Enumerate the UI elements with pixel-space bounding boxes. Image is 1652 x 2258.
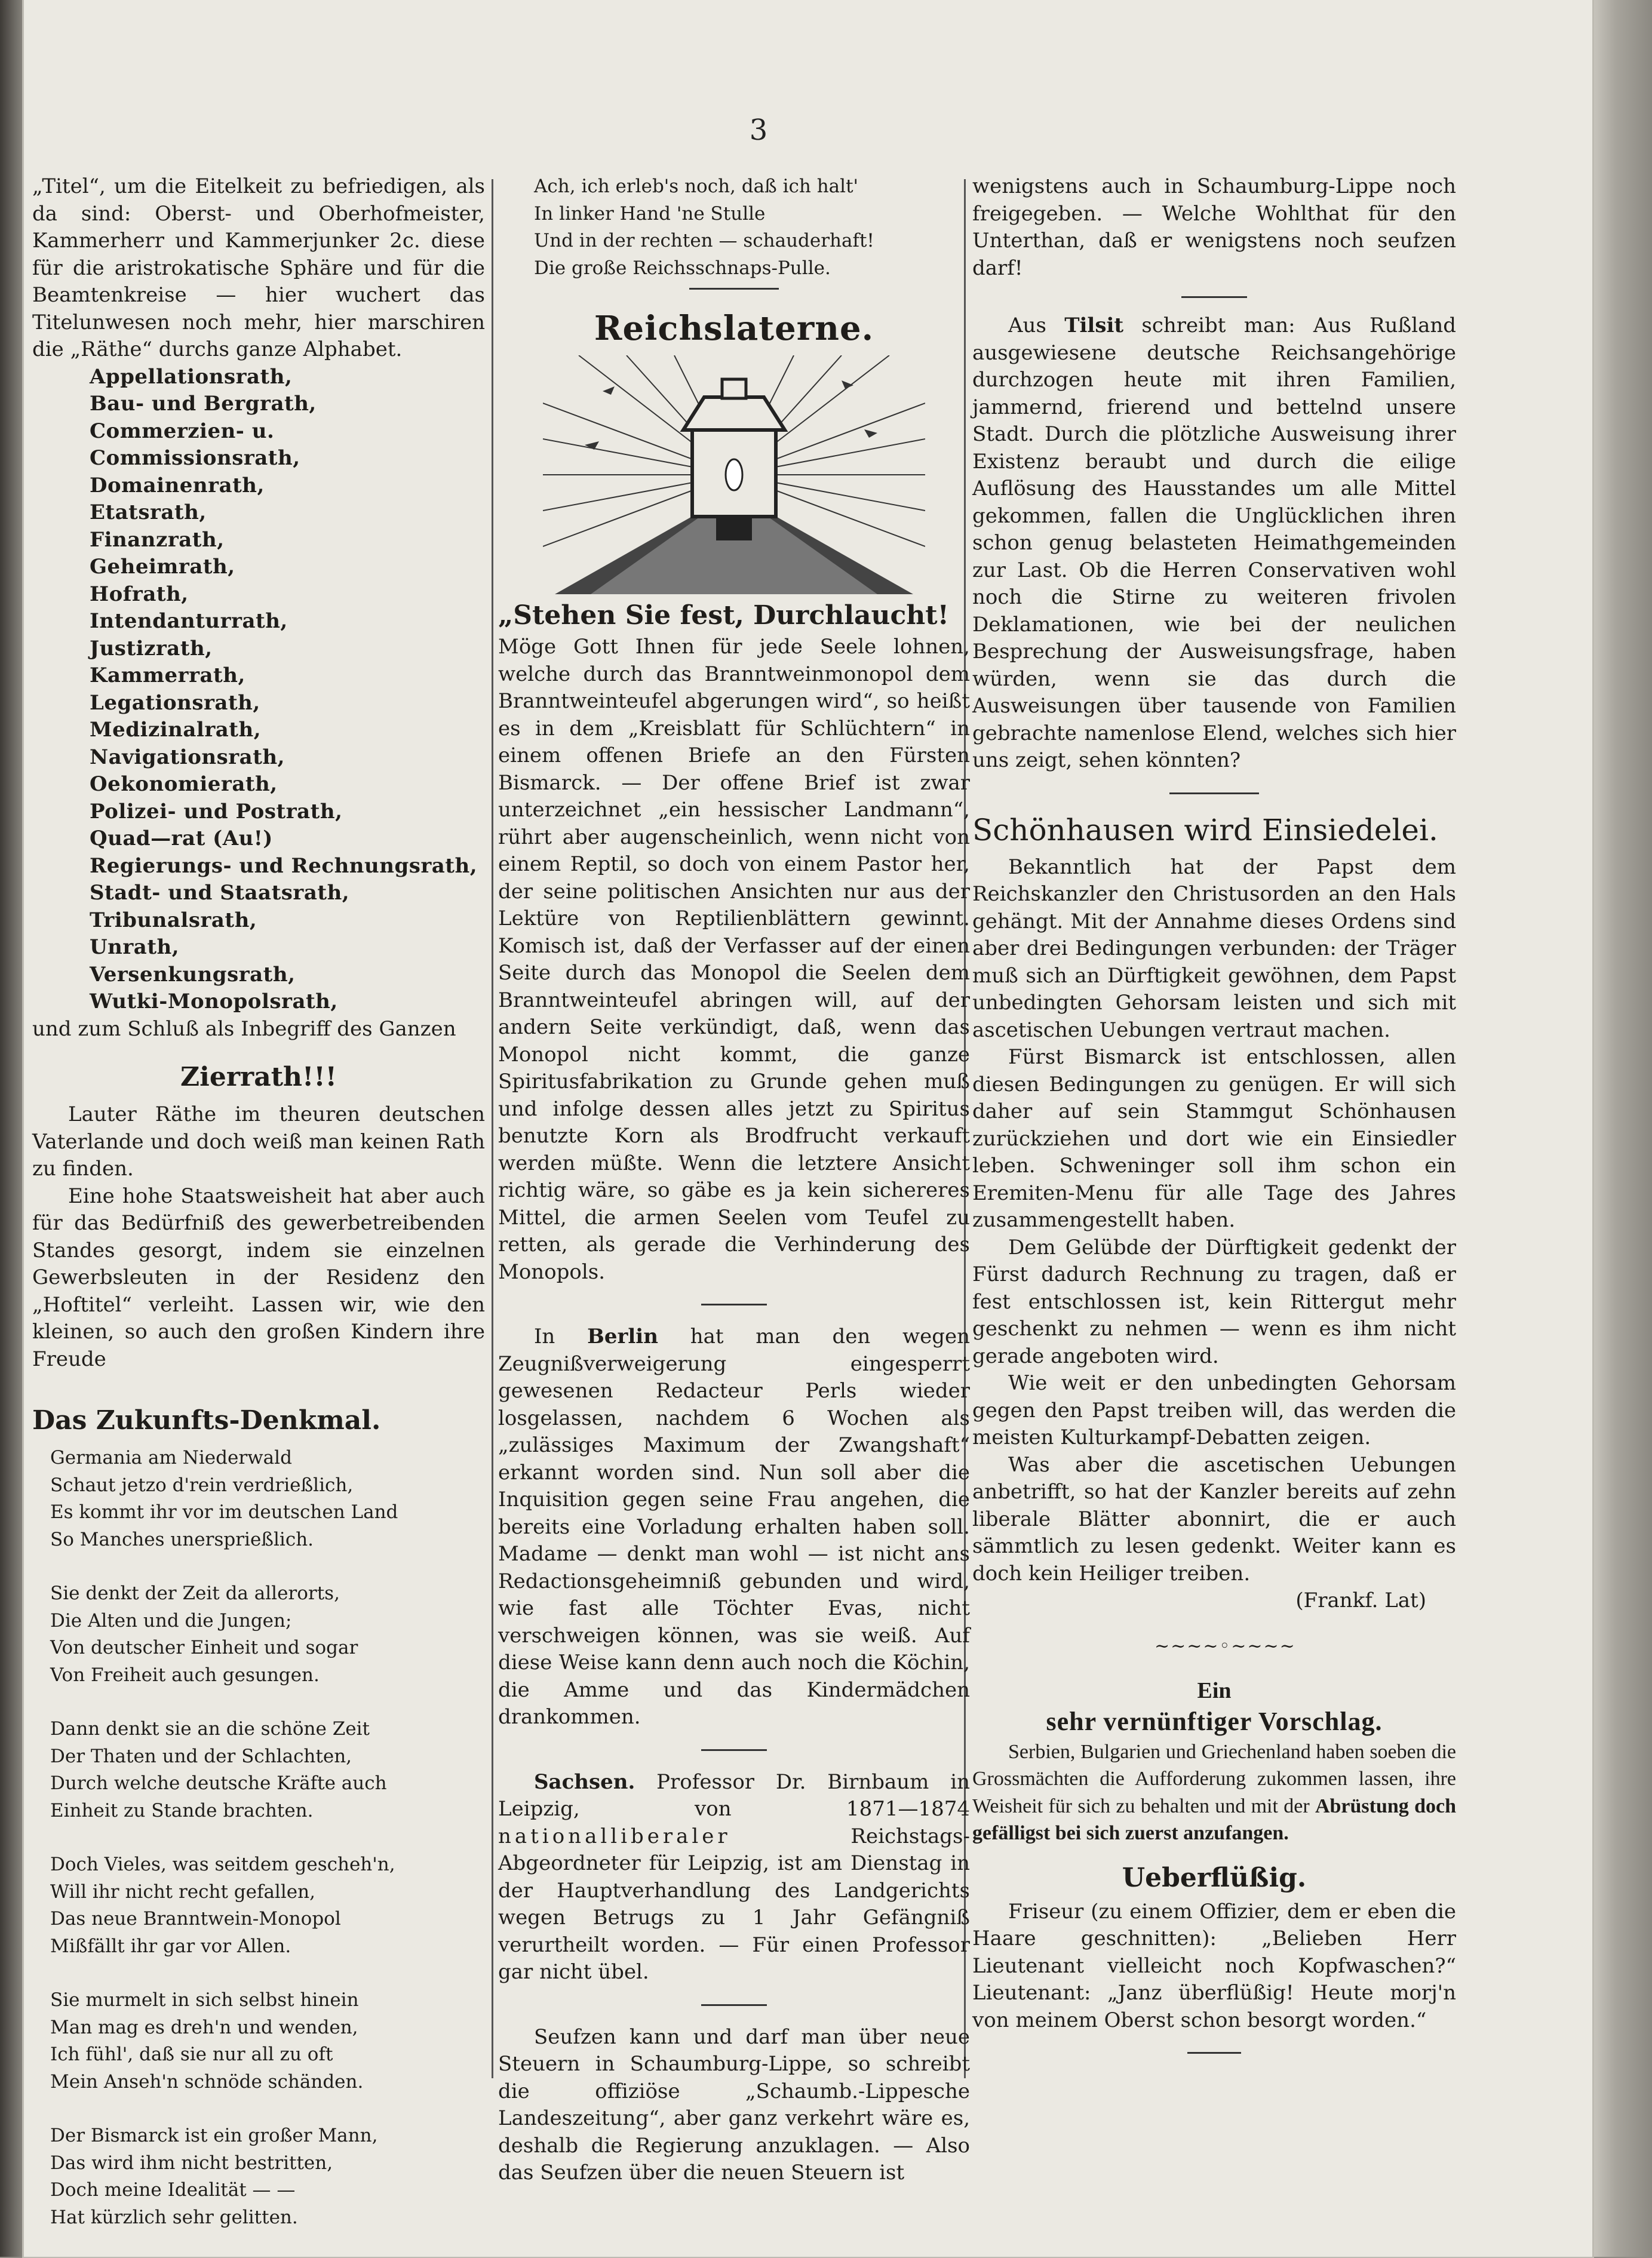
sachsen-text-a: Professor Dr. Birnbaum in Leipzig, von 1871—1874 xyxy=(498,1769,970,1821)
rath-list-item: Medizinalrath, xyxy=(90,718,262,742)
rath-list-item: Commerzien- u. Commissionsrath, xyxy=(90,419,300,470)
book-spine xyxy=(0,0,24,2257)
rath-list-item: Oekonomierath, xyxy=(90,772,278,796)
rath-list-item: Versenkungsrath, xyxy=(90,962,296,987)
poem-line: Germania am Niederwald xyxy=(50,1447,292,1469)
poem-line: Der Bismarck ist ein großer Mann, xyxy=(50,2125,378,2146)
schoenhausen-para-4: Wie weit er den unbedingten Gehorsam gegen den Papst treiben will, das werden die meisten Kulturkampf-Debatten zeigen. xyxy=(972,1371,1456,1449)
vorschlag-bold: Abrüstung doch gefälligst bei sich zuerst anzufangen. xyxy=(972,1795,1457,1844)
source-attribution: (Frankf. Lat) xyxy=(1295,1589,1426,1612)
rath-list-item: Bau- und Bergrath, xyxy=(90,392,317,416)
poem-line: Einheit zu Stande brachten. xyxy=(50,1799,314,1821)
poem-line: Durch welche deutsche Kräfte auch xyxy=(50,1772,387,1794)
poem-stanza xyxy=(50,1716,485,1824)
reichslaterne-heading: Reichslaterne. xyxy=(594,309,874,348)
rath-closing: und zum Schluß als Inbegriff des Ganzen xyxy=(32,1016,456,1041)
rath-para-1: Lauter Räthe im theuren deutschen Vaterlande und doch weiß man keinen Rath zu finden. xyxy=(32,1102,485,1181)
lantern-illustration xyxy=(543,355,925,594)
poem-line: Die große Reichsschnaps-Pulle. xyxy=(534,257,831,279)
sachsen-spaced: nationalliberaler xyxy=(498,1824,731,1848)
berlin-lead: In xyxy=(534,1325,555,1348)
page-number: 3 xyxy=(749,113,768,147)
rath-list-item: Polizei- und Postrath, xyxy=(90,799,343,824)
poem-line: Ich fühl', daß sie nur all zu oft xyxy=(50,2044,333,2065)
rath-list xyxy=(32,364,485,1016)
vorschlag-article xyxy=(972,1738,1456,1847)
poem-line: Der Thaten und der Schlachten, xyxy=(50,1745,352,1767)
tilsit-city: Tilsit xyxy=(1064,314,1124,337)
zierrath-heading: Zierrath!!! xyxy=(180,1062,337,1092)
separator-rule xyxy=(701,1304,767,1305)
poem-stanza xyxy=(50,1851,485,1960)
ueberfluessig-heading: Ueberflüßig. xyxy=(1122,1862,1307,1893)
rath-list-item: Finanzrath, xyxy=(90,527,225,552)
separator-rule xyxy=(1169,792,1259,794)
poem-line: Doch meine Idealität — — xyxy=(50,2179,296,2201)
separator-rule xyxy=(1181,296,1247,298)
poem-stanza xyxy=(50,2122,485,2231)
poem-stanza xyxy=(50,1987,485,2096)
rath-list-item: Tribunalsrath, xyxy=(90,908,257,932)
rath-list-item: Regierungs- und Rechnungsrath, xyxy=(90,853,478,878)
rath-list-item: Etatsrath, xyxy=(90,500,207,524)
poem-line: Mißfällt ihr gar vor Allen. xyxy=(50,1935,291,1957)
steuern-continuation: wenigstens auch in Schaumburg-Lippe noch freigegeben. — Welche Wohlthat für den Unterthan, daß er wenigstens noch seufzen darf! xyxy=(972,174,1456,280)
poem-line: Schaut jetzo d'rein verdrießlich, xyxy=(50,1474,354,1496)
rath-list-item: Quad—rat (Au!) xyxy=(90,827,273,850)
tilsit-lead: Aus xyxy=(1008,314,1046,337)
tilsit-text: schreibt man: Aus Rußland ausgewiesene deutsche Reichsangehörige durchzogen heute mit ihren Familien, jammernd, frierend und bettelnd unsere Stadt. Durch die plötzliche Ausweisung ihrer Existenz beraubt und durch die eilige Auflösung des Hausstandes um alle Mittel gekommen, fallen die Unglücklichen ihren schon genug belasteten Heimathgemeinden zur Last. Ob die Herren Conservativen wohl noch die Stirne zu weiteren frivolen Deklamationen, wie bei der neulichen Besprechung der Ausweisungsfrage, haben würden, wenn sie das durch die Ausweisungen über tausende von Familien gebrachte namenlose Elend, welches sich hier uns zeigt, sehen könnten? xyxy=(972,314,1457,772)
rath-list-item: Hofrath, xyxy=(90,582,189,606)
ein-heading: Ein xyxy=(1197,1678,1232,1703)
rath-list-item: Domainenrath, xyxy=(90,473,265,497)
poem-line: Dann denkt sie an die schöne Zeit xyxy=(50,1718,370,1740)
poem-line: Und in der rechten — schauderhaft! xyxy=(534,230,874,251)
poem-line: Mein Anseh'n schnöde schänden. xyxy=(50,2070,364,2093)
rath-list-item: Wutki-Monopolsrath, xyxy=(90,990,338,1013)
rath-list-item: Unrath, xyxy=(90,935,180,959)
separator-rule xyxy=(689,288,779,290)
column-1 xyxy=(32,173,485,2258)
rath-list-item: Kammerrath, xyxy=(90,663,245,687)
page-edge xyxy=(1592,0,1652,2257)
berlin-text: hat man den wegen Zeugnißverweigerung eingesperrt gewesenen Redacteur Perls wieder losgelassen, nachdem 6 Wochen als „zulässiges Maximum der Zwangshaft“ erkannt worden sind. Nun soll aber die Inquisition gegen seine Frau angehen, die bereits eine Vorladung erhalten haben soll. Madame — denkt man wohl — ist nicht ans Redactionsgeheimniß gebunden und wird, wie fast alle Töchter Evas, nicht verschweigen können, was sie weiß. Auf diese Weise kann denn auch noch die Köchin, die Amme und das Kindermädchen drankommen. xyxy=(498,1325,971,1729)
berlin-city: Berlin xyxy=(587,1325,658,1348)
ueberfluessig-text: Friseur (zu einem Offizier, dem er eben die Haare geschnitten): „Belieben Herr Lieutenant vielleicht noch Kopfwaschen?“ Lieutenant: „Janz überflüßig! Heute morj'n von meinem Oberst schon besorgt worden.“ xyxy=(972,1899,1456,2032)
poem-line: Das wird ihm nicht bestritten, xyxy=(50,2152,333,2174)
poem-stanza xyxy=(50,1580,485,1689)
sachsen-lead: Sachsen. xyxy=(534,1769,635,1794)
stehen-sie-fest-heading: „Stehen Sie fest, Durchlaucht! xyxy=(498,600,949,631)
schoenhausen-para-5: Was aber die ascetischen Uebungen anbetrifft, so hat der Kanzler bereits auf zehn liberale Blätter abonnirt, die er auch sämmtlich zu lesen gedenkt. Weiter kann es doch kein Heiliger treiben. xyxy=(972,1452,1456,1586)
poem-continuation xyxy=(534,173,970,282)
stehen-sie-fest-text: Möge Gott Ihnen für jede Seele lohnen, welche durch das Branntweinmonopol dem Branntweinteufel abgerungen wird“, so heißt es in dem „Kreisblatt für Schlüchtern“ in einem offenen Briefe an den Fürsten Bismarck. — Der offene Brief ist zwar unterzeichnet „ein hessischer Landmann“, rührt aber augenscheinlich, wenn nicht von einem Reptil, so doch von einem Pastor her, der seine politischen Ansichten nur aus der Lektüre von Reptilienblättern gewinnt. Komisch ist, daß der Verfasser auf der einen Seite durch das Monopol die Seelen dem Branntweinteufel abringen will, auf der andern Seite verkündigt, daß, wenn das Monopol nicht kommt, die ganze Spiritusfabrikation zu Grunde gehen muß und infolge dessen alles jetzt zu Spiritus benutzte Korn als Brodfrucht verkauft werden müßte. Wenn die letztere Ansicht richtig wäre, so gäbe es ja kein sichereres Mittel, die armen Seelen vom Teufel zu retten, als gerade die Verhinderung des Monopols. xyxy=(498,635,970,1284)
poem-line: Die Alten und die Jungen; xyxy=(50,1609,292,1632)
poem-line: Will ihr nicht recht gefallen, xyxy=(50,1881,315,1903)
vorschlag-heading: sehr vernünftiger Vorschlag. xyxy=(1046,1706,1383,1736)
rath-list-item: Geheimrath, xyxy=(90,555,235,579)
poem-line: So Manches unersprießlich. xyxy=(50,1528,314,1550)
schoenhausen-heading: Schönhausen wird Einsiedelei. xyxy=(972,812,1438,847)
poem-line: Sie denkt der Zeit da allerorts, xyxy=(50,1583,340,1604)
separator-rule xyxy=(701,2004,767,2006)
rath-para-2: Eine hohe Staatsweisheit hat aber auch für das Bedürfniß des gewerbetreibenden Standes gesorgt, indem sie einzelnen Gewerbsleuten in der Residenz den „Hoftitel“ verleiht. Lassen wir, wie den kleinen, so auch den großen Kindern ihre Freude xyxy=(32,1184,485,1371)
rath-list-item: Justizrath, xyxy=(90,636,213,660)
vorschlag-text: Serbien, Bulgarien und Griechenland haben soeben die Grossmächten die Aufforderung zukommen lassen, ihre Weisheit für sich zu behalten und mit der xyxy=(972,1740,1456,1817)
poem-line: Von Freiheit auch gesungen. xyxy=(50,1664,320,1686)
rath-list-item: Navigationsrath, xyxy=(90,745,285,769)
sachsen-text-b: Reichstags-Abgeordneter für Leipzig, ist am Dienstag in der Hauptverhandlung des Landgerichts wegen Betrugs zu 1 Jahr Gefängniß verurtheilt worden. — Für einen Professor gar nicht übel. xyxy=(498,1824,970,1984)
poem-line: Ach, ich erleb's noch, daß ich halt' xyxy=(534,176,859,197)
tilsit-article xyxy=(972,312,1456,775)
column-2 xyxy=(498,173,970,2187)
poem-line: Das neue Branntwein-Monopol xyxy=(50,1908,341,1930)
rath-list-item: Intendanturrath, xyxy=(90,609,288,633)
poem-line: Man mag es dreh'n und wenden, xyxy=(50,2016,358,2038)
poem-line: In linker Hand 'ne Stulle xyxy=(534,202,766,225)
rath-list-item: Stadt- und Staatsrath, xyxy=(90,881,350,905)
sachsen-article xyxy=(498,1769,970,1986)
poem-line: Doch Vieles, was seitdem gescheh'n, xyxy=(50,1854,395,1875)
titles-intro: „Titel“, um die Eitelkeit zu befriedigen, als da sind: Oberst- und Oberhofmeister, Kammerherr und Kammerjunker 2c. diese für die aristrokatische Sphäre und für die Beamtenkreise — hier wuchert das Titelunwesen noch mehr, hier marschiren die „Räthe“ durchs ganze Alphabet. xyxy=(32,174,485,361)
steuern-article: Seufzen kann und darf man über neue Steuern in Schaumburg-Lippe, so schreibt die offiziöse „Schaumb.-Lippesche Landeszeitung“, aber ganz verkehrt wäre es, deshalb die Regierung anzuklagen. — Also das Seufzen über die neuen Steuern ist xyxy=(498,2024,970,2185)
poem-zukunfts-denkmal xyxy=(50,1445,485,2231)
decorative-rule: ~~~~◦~~~~ xyxy=(1154,1635,1296,1657)
berlin-article xyxy=(498,1323,970,1731)
poem-line: Sie murmelt in sich selbst hinein xyxy=(50,1989,359,2011)
rath-list-item: Appellationsrath, xyxy=(90,364,293,389)
separator-rule xyxy=(701,1749,767,1751)
poem-line: Hat kürzlich sehr gelitten. xyxy=(50,2206,298,2228)
separator-rule xyxy=(1187,2052,1241,2054)
schoenhausen-para-3: Dem Gelübde der Dürftigkeit gedenkt der Fürst dadurch Rechnung zu tragen, daß er fest entschlossen ist, kein Rittergut mehr geschenkt zu nehmen — wenn es ihm nicht gerade angeboten wird. xyxy=(972,1235,1456,1368)
rath-list-item: Legationsrath, xyxy=(90,690,260,715)
column-3 xyxy=(972,173,1456,2072)
poem-line: Es kommt ihr vor im deutschen Land xyxy=(50,1501,398,1523)
poem-title: Das Zukunfts-Denkmal. xyxy=(32,1405,381,1436)
column-rule-left xyxy=(492,179,493,2078)
poem-line: Von deutscher Einheit und sogar xyxy=(50,1637,358,1658)
schoenhausen-para-1: Bekanntlich hat der Papst dem Reichskanzler den Christusorden an den Hals gehängt. Mit der Annahme dieses Ordens sind aber drei Bedingungen verbunden: der Träger muß sich an Dürftigkeit gewöhnen, dem Papst unbedingten Gehorsam leisten und sich mit ascetischen Uebungen vertraut machen. xyxy=(972,855,1456,1042)
schoenhausen-para-2: Fürst Bismarck ist entschlossen, allen diesen Bedingungen zu genügen. Er will sich daher auf sein Stammgut Schönhausen zurückziehen und dort wie ein Einsiedler leben. Schweninger soll ihm schon ein Eremiten-Menu für alle Tage des Jahres zusammengestellt haben. xyxy=(972,1045,1456,1232)
poem-stanza xyxy=(50,1445,485,1553)
